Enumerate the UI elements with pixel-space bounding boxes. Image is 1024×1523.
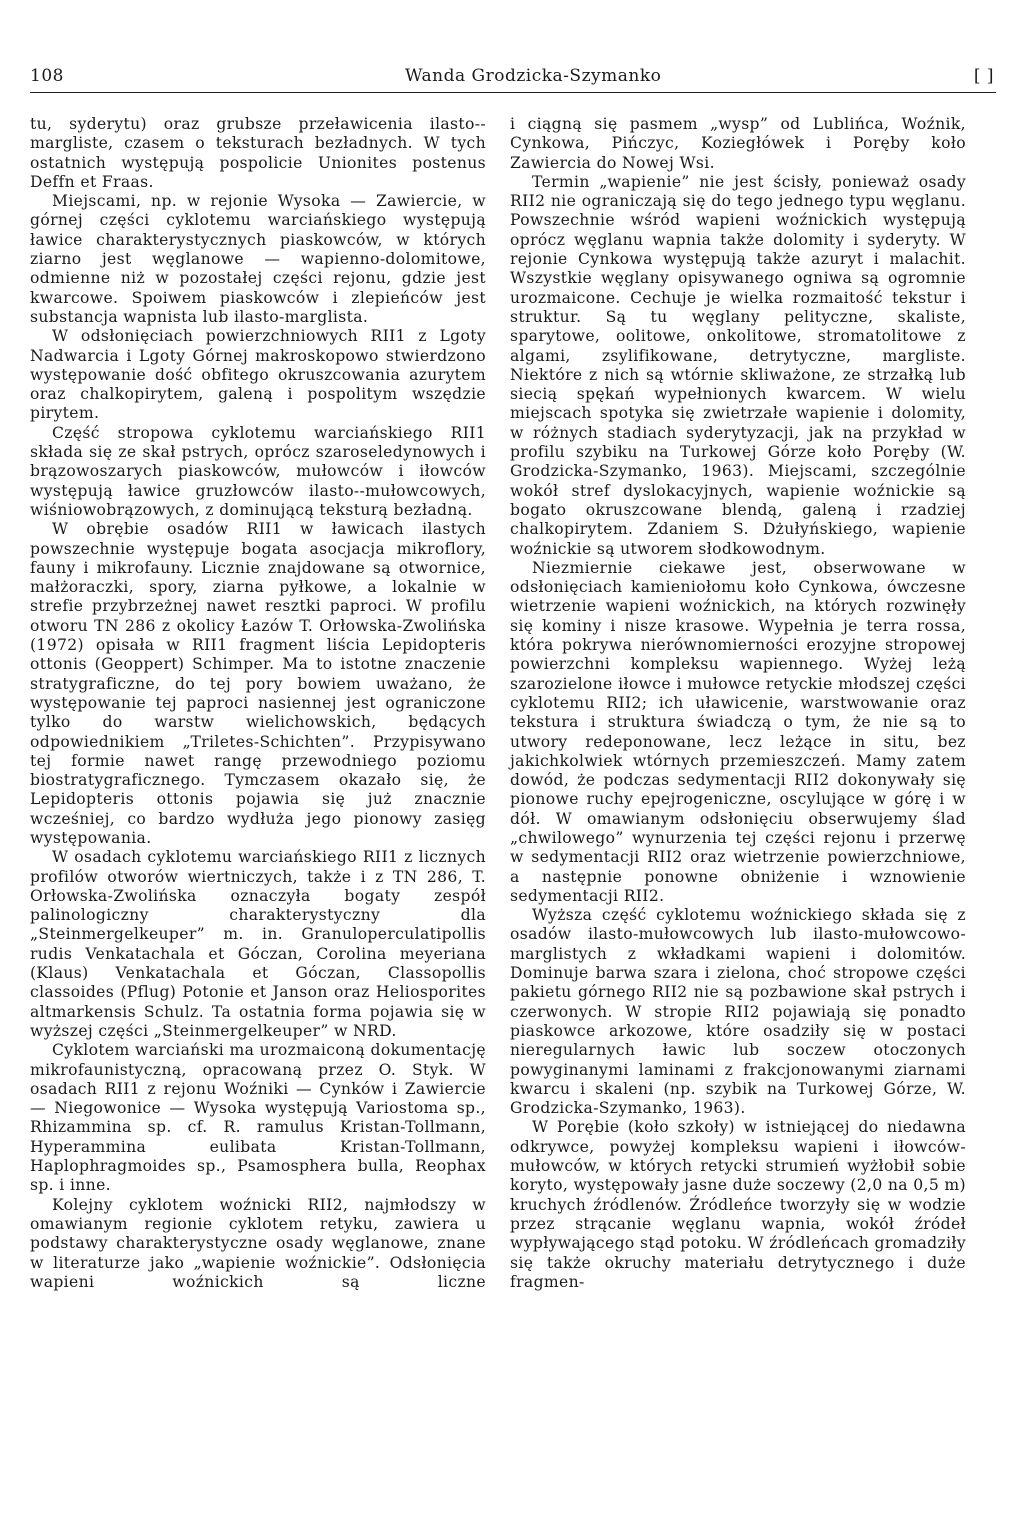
left-paragraph-5: W obrębie osadów RII1 w ławicach ilastych powszechnie występuje bogata asocjacja mikroflory, fauny i mikrofauny. Licznie znajdowane są otwornice, małżoraczki, spory, ziarna pyłkowe, a lokalnie w strefie przybrzeżnej nawet resztki paproci. W profilu otworu TN 286 z okolicy Łazów T. Orłowska-Zwolińska (1972) opisała w RII1 fragment liścia Lepidopteris ottonis (Geoppert) Schimper. Ma to istotne znaczenie stratygraficzne, do tej pory bowiem uważano, że występowanie tej paproci nasiennej jest ograniczone tylko do warstw wielichowskich, będących odpowiednikiem „Triletes-Schichten”. Przypisywano tej formie nawet rangę przewodniego poziomu biostratygraficznego. Tymczasem okazało się, że Lepidopteris ottonis pojawia się już znacznie wcześniej, co bardzo wydłuża jego pionowy zasięg występowania.: [30, 520, 486, 847]
left-paragraph-6: W osadach cyklotemu warciańskiego RII1 z licznych profilów otworów wiertniczych, także i z TN 286, T. Orłowska-Zwolińska oznaczyła bogaty zespół palinologiczny charakterystyczny dla „Steinmergelkeuper” m. in. Granuloperculatipollis rudis Venkatachala et Góczan, Corolina meyeriana (Klaus) Venkatachala et Góczan, Classopollis classoides (Pflug) Potonie et Janson oraz Heliosporites altmarkensis Schulz. Ta ostatnia forma pojawia się w wyższej części „Steinmergelkeuper” w NRD.: [30, 848, 486, 1040]
left-paragraph-1: tu, syderytu) oraz grubsze przeławicenia ilasto--margliste, czasem o teksturach bezładnych. W tych ostatnich występują pospolicie Unionites postenus Deffn et Fraas.: [30, 115, 486, 191]
left-paragraph-7: Cyklotem warciański ma urozmaiconą dokumentację mikrofaunistyczną, opracowaną przez O. Styk. W osadach RII1 z rejonu Woźniki — Cynków i Zawiercie — Niegowonice — Wysoka występują Variostoma sp., Rhizammina sp. cf. R. ramulus Kristan-Tollmann, Hyperammina eulibata Kristan-Tollmann, Haplophragmoides sp., Psamosphera bulla, Reophax sp. i inne.: [30, 1041, 486, 1195]
left-paragraph-4: Część stropowa cyklotemu warciańskiego RII1 składa się ze skał pstrych, oprócz szaroseledynowych i brązowoszarych piaskowców, mułowców i iłowców występują ławice gruzłowców ilasto--mułowcowych, wiśniowobrązowych, z dominującą teksturą bezładną.: [30, 423, 486, 519]
right-column: [510, 115, 966, 1292]
right-paragraph-5: W Porębie (koło szkoły) w istniejącej do niedawna odkrywce, powyżej kompleksu wapieni i iłowców-mułowców, w których retycki strumień wyżłobił sobie koryto, występowały jasne duże soczewy (2,0 na 0,5 m) kruchych źródlenów. Źródleńce tworzyły się w wodzie przez strącanie węglanu wapnia, wokół źródeł wypływającego stąd potoku. W źródleńcach gromadziły się także okruchy materiału detrytycznego i duże fragmen-: [510, 1118, 966, 1291]
header-bracket: [ ]: [973, 66, 994, 86]
running-title-author: Wanda Grodzicka-Szymanko: [405, 66, 662, 86]
page-number: 108: [30, 66, 64, 86]
right-paragraph-4: Wyższa część cyklotemu woźnickiego składa się z osadów ilasto-mułowcowych lub ilasto-mułowcowo-marglistych z wkładkami wapieni i dolomitów. Dominuje barwa szara i zielona, choć stropowe części pakietu górnego RII2 nie są pozbawione skał pstrych i czerwonych. W stropie RII2 pojawiają się ponadto piaskowce arkozowe, które osadziły się w postaci nieregularnych ławic lub soczew otoczonych powyginanymi laminami z frakcjonowanymi ziarnami kwarcu i skaleni (np. szybik na Turkowej Górze, W. Grodzicka-Szymanko, 1963).: [510, 906, 966, 1118]
page-header: [30, 62, 996, 93]
right-paragraph-1: i ciągną się pasmem „wysp” od Lublińca, Woźnik, Cynkowa, Pińczyc, Koziegłówek i Poręby koło Zawiercia do Nowej Wsi.: [510, 115, 966, 172]
right-paragraph-3: Niezmiernie ciekawe jest, obserwowane w odsłonięciach kamieniołomu koło Cynkowa, ówczesne wietrzenie wapieni woźnickich, na których rozwinęły się kominy i nisze krasowe. Wypełnia je terra rossa, która pokrywa nierównomierności erozyjne stropowej powierzchni kompleksu wapiennego. Wyżej leżą szarozielone iłowce i mułowce retyckie młodszej części cyklotemu RII2; ich uławicenie, warstwowanie oraz tekstura i struktura świadczą o tym, że nie są to utwory redeponowane, lecz leżące in situ, bez jakichkolwiek wtórnych przemieszczeń. Mamy zatem dowód, że podczas sedymentacji RII2 dokonywały się pionowe ruchy epejrogeniczne, oscylujące w górę i w dół. W omawianym odsłonięciu obserwujemy ślad „chwilowego” wynurzenia tej części rejonu i przerwę w sedymentacji RII2 oraz wietrzenie powierzchniowe, a następnie ponowne obniżenie i wznowienie sedymentacji RII2.: [510, 558, 966, 905]
left-column: [30, 115, 486, 1292]
right-paragraph-2: Termin „wapienie” nie jest ścisły, ponieważ osady RII2 nie ograniczają się do tego jednego typu węglanu. Powszechnie wśród wapieni woźnickich występują oprócz węglanu wapnia także dolomity i syderyty. W rejonie Cynkowa występują także azuryt i malachit. Wszystkie węglany opisywanego ogniwa są ogromnie urozmaicone. Cechuje je wielka rozmaitość tekstur i struktur. Są tu węglany pelityczne, skaliste, sparytowe, oolitowe, onkolitowe, stromatolitowe z algami, zsylifikowane, detrytyczne, margliste. Niektóre z nich są wtórnie skliważone, ze strzałką lub siecią spękań wypełnionych kwarcem. W wielu miejscach spotyka się zwietrzałe wapienie i dolomity, w różnych stadiach syderytyzacji, jak na przykład w profilu szybiku na Turkowej Górze koło Poręby (W. Grodzicka-Szymanko, 1963). Miejscami, szczególnie wokół stref dyslokacyjnych, wapienie woźnickie są bogato okruszcowane blendą, galeną i rzadziej chalkopirytem. Zdaniem S. Dżułyńskiego, wapienie woźnickie są utworem słodkowodnym.: [510, 172, 966, 558]
left-paragraph-8: Kolejny cyklotem woźnicki RII2, najmłodszy w omawianym regionie cyklotem retyku, zawiera u podstawy charakterystyczne osady węglanowe, znane w literaturze jako „wapienie woźnickie”. Odsłonięcia wapieni woźnickich są liczne: [30, 1195, 486, 1291]
left-paragraph-2: Miejscami, np. w rejonie Wysoka — Zawiercie, w górnej części cyklotemu warciańskiego występują ławice charakterystycznych piaskowców, w których ziarno jest węglanowe — wapienno-dolomitowe, odmienne niż w pozostałej części rejonu, gdzie jest kwarcowe. Spoiwem piaskowców i zlepieńców jest substancja wapnista lub ilasto-marglista.: [30, 192, 486, 326]
left-paragraph-3: W odsłonięciach powierzchniowych RII1 z Lgoty Nadwarcia i Lgoty Górnej makroskopowo stwierdzono występowanie dość obfitego okruszcowania azurytem oraz chalkopirytem, galeną i pospolitym wszędzie pirytem.: [30, 327, 486, 423]
